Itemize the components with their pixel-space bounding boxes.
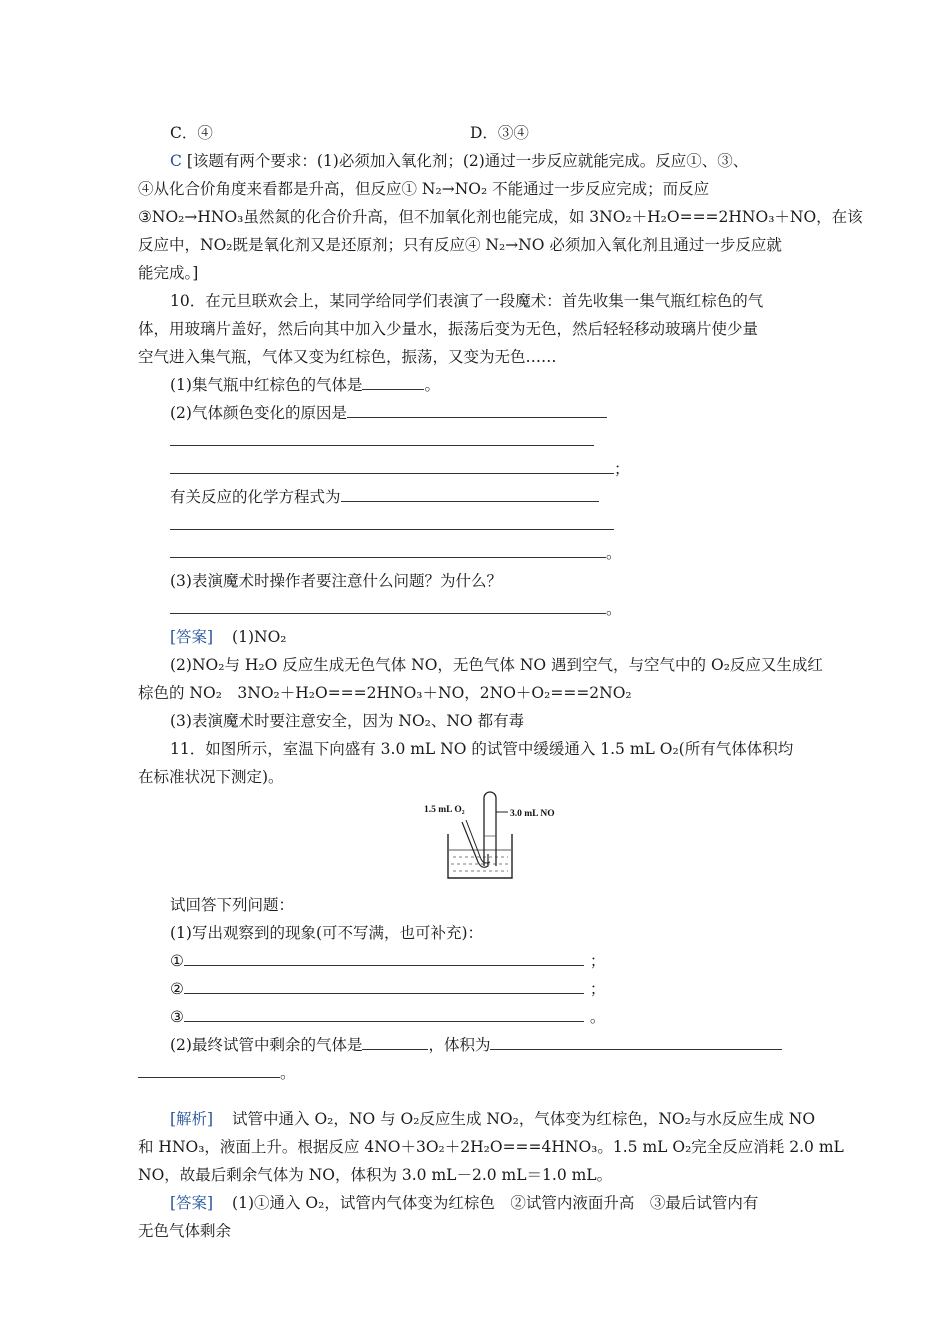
- q10-part-3: (3)表演魔术时操作者要注意什么问题？为什么？: [170, 572, 502, 590]
- q11-part-2-text: (2)最终试管中剩余的气体是: [170, 1036, 363, 1054]
- q11-analysis-line-2: 和 HNO₃，液面上升。根据反应 4NO＋3O₂＋2H₂O===4HNO₃。1.5 mL O₂完全反应消耗 2.0 mL: [138, 1138, 844, 1156]
- q10-part-2: [170, 403, 607, 423]
- q10-part-2-line-3: [170, 459, 630, 479]
- answer-blank[interactable]: [170, 431, 594, 446]
- answer-blank[interactable]: [341, 487, 599, 502]
- period: 。: [280, 1064, 296, 1082]
- q9-explanation-line-5: 能完成。]: [138, 264, 199, 282]
- answer-blank[interactable]: [170, 599, 606, 614]
- q11-intro: 试回答下列问题：: [170, 896, 295, 914]
- semicolon: ；: [589, 980, 606, 998]
- answer-blank[interactable]: [362, 1035, 428, 1050]
- answer-blank[interactable]: [170, 515, 614, 530]
- q11-stem-line-1: 11．如图所示，室温下向盛有 3.0 mL NO 的试管中缓缓通入 1.5 mL O₂(所有气体体积均: [170, 740, 794, 758]
- q10-stem-line-1: 10．在元旦联欢会上，某同学给同学们表演了一段魔术：首先收集一集气瓶红棕色的气: [170, 292, 764, 310]
- q11-observation-3: [170, 1007, 605, 1027]
- q9-explanation-line-1: [170, 151, 748, 171]
- answer-tag: [答案]: [170, 1194, 214, 1212]
- q10-answer-1: (1)NO₂: [232, 628, 287, 646]
- q11-answer-line-2: 无色气体剩余: [138, 1222, 232, 1240]
- q11-stem-line-2: 在标准状况下测定)。: [138, 768, 284, 786]
- answer-blank[interactable]: [170, 459, 614, 474]
- q10-answer-3: (3)表演魔术时要注意安全，因为 NO₂、NO 都有毒: [170, 712, 525, 730]
- answer-letter: C: [170, 152, 182, 170]
- answer-blank[interactable]: [184, 1007, 584, 1022]
- answer-blank[interactable]: [184, 979, 584, 994]
- answer-tag: [答案]: [170, 628, 214, 646]
- answer-blank[interactable]: [347, 403, 607, 418]
- q10-equation-line-2: [170, 515, 614, 535]
- q11-part-2-mid: ，体积为: [428, 1036, 491, 1054]
- q10-answer-2-line-2: 棕色的 NO₂ 3NO₂＋H₂O===2HNO₃＋NO，2NO＋O₂===2NO₂: [138, 684, 632, 702]
- q10-part-2-text: (2)气体颜色变化的原因是: [170, 404, 347, 422]
- circle-2: ②: [170, 980, 184, 998]
- q11-answer-text-1: (1)①通入 O₂，试管内气体变为红棕色 ②试管内液面升高 ③最后试管内有: [232, 1194, 759, 1212]
- q11-part-2-line-2: [138, 1063, 296, 1083]
- q9-explanation-line-3: ③NO₂→HNO₃虽然氮的化合价升高，但不加氧化剂也能完成，如 3NO₂＋H₂O===2HNO₃＋NO，在该: [138, 208, 863, 226]
- q10-answer-2-line-1: (2)NO₂与 H₂O 反应生成无色气体 NO，无色气体 NO 遇到空气，与空气中的 O₂反应又生成红: [170, 656, 823, 674]
- q10-equation-line-3: [170, 543, 622, 563]
- q10-part-3-line: [170, 599, 622, 619]
- q10-part-1-text: (1)集气瓶中红棕色的气体是: [170, 376, 363, 394]
- no-label: 3.0 mL NO: [510, 809, 555, 819]
- period: 。: [606, 544, 622, 562]
- q10-part-2-line-2: [170, 431, 594, 451]
- answer-blank[interactable]: [138, 1063, 280, 1078]
- q9-explanation-line-2: ④从化合价角度来看都是升高，但反应① N₂→NO₂ 不能通过一步反应完成；而反应: [138, 180, 710, 198]
- q11-observation-1: [170, 951, 605, 971]
- q10-equation-prompt: [170, 487, 599, 507]
- period: 。: [589, 1008, 606, 1026]
- apparatus-figure: [420, 790, 570, 886]
- circle-1: ①: [170, 952, 184, 970]
- o2-label: 1.5 mL O₂: [424, 805, 465, 815]
- q10-stem-line-2: 体，用玻璃片盖好，然后向其中加入少量水，振荡后变为无色，然后轻轻移动玻璃片使少量: [138, 320, 759, 338]
- q10-part-1: [170, 375, 440, 395]
- q11-analysis-line-1: [170, 1109, 815, 1129]
- q10-answer-line-1: [170, 627, 287, 647]
- answer-blank[interactable]: [184, 951, 584, 966]
- option-c: C．④: [170, 124, 213, 142]
- answer-blank[interactable]: [490, 1035, 782, 1050]
- semicolon: ；: [614, 460, 630, 478]
- analysis-tag: [解析]: [170, 1110, 214, 1128]
- answer-blank[interactable]: [362, 375, 424, 390]
- gas-tube-diagram: [420, 790, 570, 882]
- q11-part-1: (1)写出观察到的现象(可不写满，也可补充)：: [170, 924, 484, 942]
- answer-blank[interactable]: [170, 543, 606, 558]
- circle-3: ③: [170, 1008, 184, 1026]
- q10-equation-text: 有关反应的化学方程式为: [170, 488, 341, 506]
- q9-explain-text-1: [该题有两个要求：(1)必须加入氧化剂；(2)通过一步反应就能完成。反应①、③、: [186, 152, 749, 170]
- q9-explanation-line-4: 反应中，NO₂既是氧化剂又是还原剂；只有反应④ N₂→NO 必须加入氧化剂且通过一步反应就: [138, 236, 782, 254]
- option-d: D．③④: [470, 124, 529, 142]
- q10-part-1-end: 。: [424, 376, 440, 394]
- q11-answer-line-1: [170, 1193, 758, 1213]
- q10-stem-line-3: 空气进入集气瓶，气体又变为红棕色，振荡，又变为无色……: [138, 348, 557, 366]
- q11-observation-2: [170, 979, 605, 999]
- q11-analysis-line-3: NO，故最后剩余气体为 NO，体积为 3.0 mL－2.0 mL＝1.0 mL。: [138, 1166, 613, 1184]
- q11-part-2: [170, 1035, 782, 1055]
- semicolon: ；: [589, 952, 606, 970]
- period: 。: [606, 600, 622, 618]
- q11-analysis-text-1: 试管中通入 O₂，NO 与 O₂反应生成 NO₂，气体变为红棕色，NO₂与水反应生成 NO: [232, 1110, 816, 1128]
